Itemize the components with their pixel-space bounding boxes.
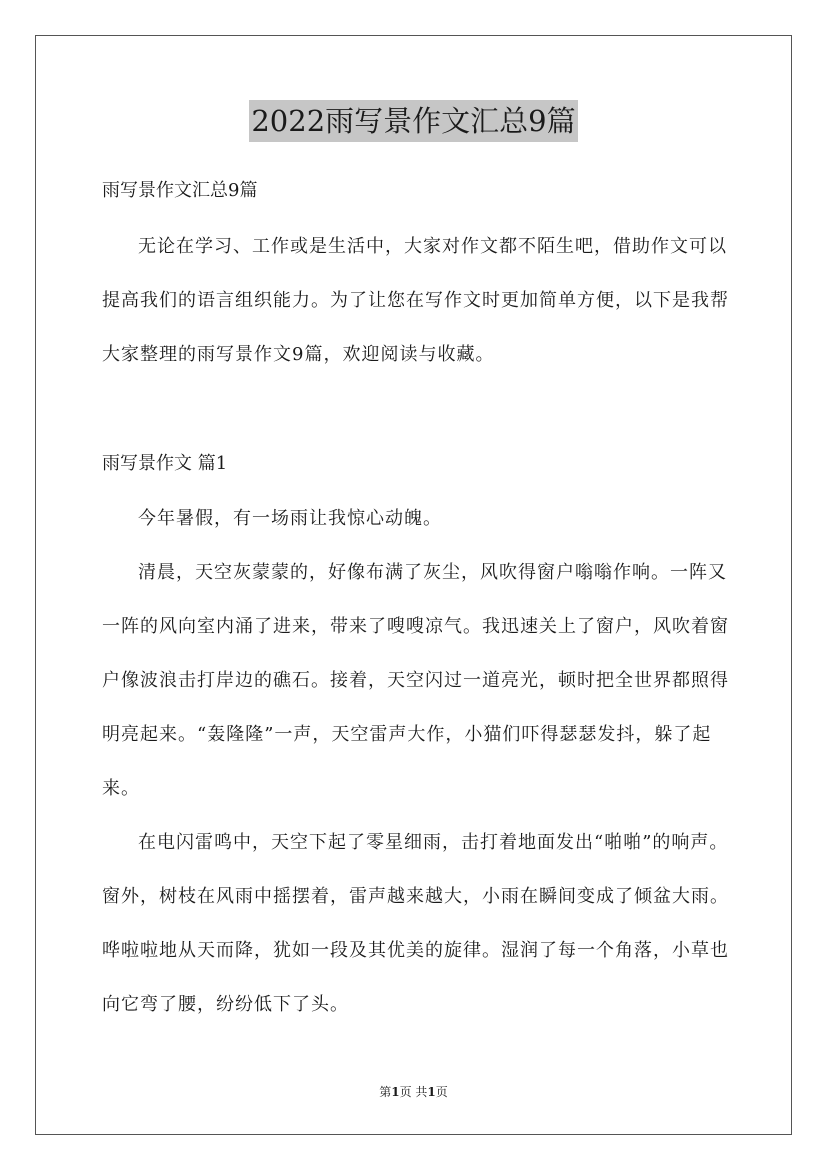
page-footer xyxy=(0,1082,827,1102)
body-paragraph-1: 今年暑假，有一场雨让我惊心动魄。 xyxy=(138,508,442,529)
footer-current-page: 1 xyxy=(391,1085,400,1099)
section-heading: 雨写景作文 篇1 xyxy=(102,453,228,474)
intro-paragraph: 无论在学习、工作或是生活中，大家对作文都不陌生吧，借助作文可以提高我们的语言组织能力。为了让您在写作文时更加简单方便，以下是我帮大家整理的雨写景作文9篇，欢迎阅读与收藏。 xyxy=(102,236,729,365)
footer-total-pages: 1 xyxy=(427,1085,436,1099)
body-paragraph-2: 清晨，天空灰蒙蒙的，好像布满了灰尘，风吹得窗户嗡嗡作响。一阵又一阵的风向室内涌了进来，带来了嗖嗖凉气。我迅速关上了窗户，风吹着窗户像波浪击打岸边的礁石。接着，天空闪过一道亮光，顿时把全世界都照得明亮起来。“轰隆隆”一声，天空雷声大作，小猫们吓得瑟瑟发抖，躲了起来。 xyxy=(102,562,729,799)
document-subtitle: 雨写景作文汇总9篇 xyxy=(102,180,258,201)
body-paragraph-3: 在电闪雷鸣中，天空下起了零星细雨，击打着地面发出“啪啪”的响声。窗外，树枝在风雨中摇摆着，雷声越来越大，小雨在瞬间变成了倾盆大雨。哗啦啦地从天而降，犹如一段及其优美的旋律。湿润了每一个角落，小草也向它弯了腰，纷纷低下了头。 xyxy=(102,832,729,1015)
footer-suffix: 页 xyxy=(435,1085,448,1099)
footer-prefix: 第 xyxy=(379,1085,392,1099)
title-container xyxy=(0,100,827,142)
document-title: 2022雨写景作文汇总9篇 xyxy=(249,100,577,142)
footer-mid: 页 共 xyxy=(399,1085,428,1099)
